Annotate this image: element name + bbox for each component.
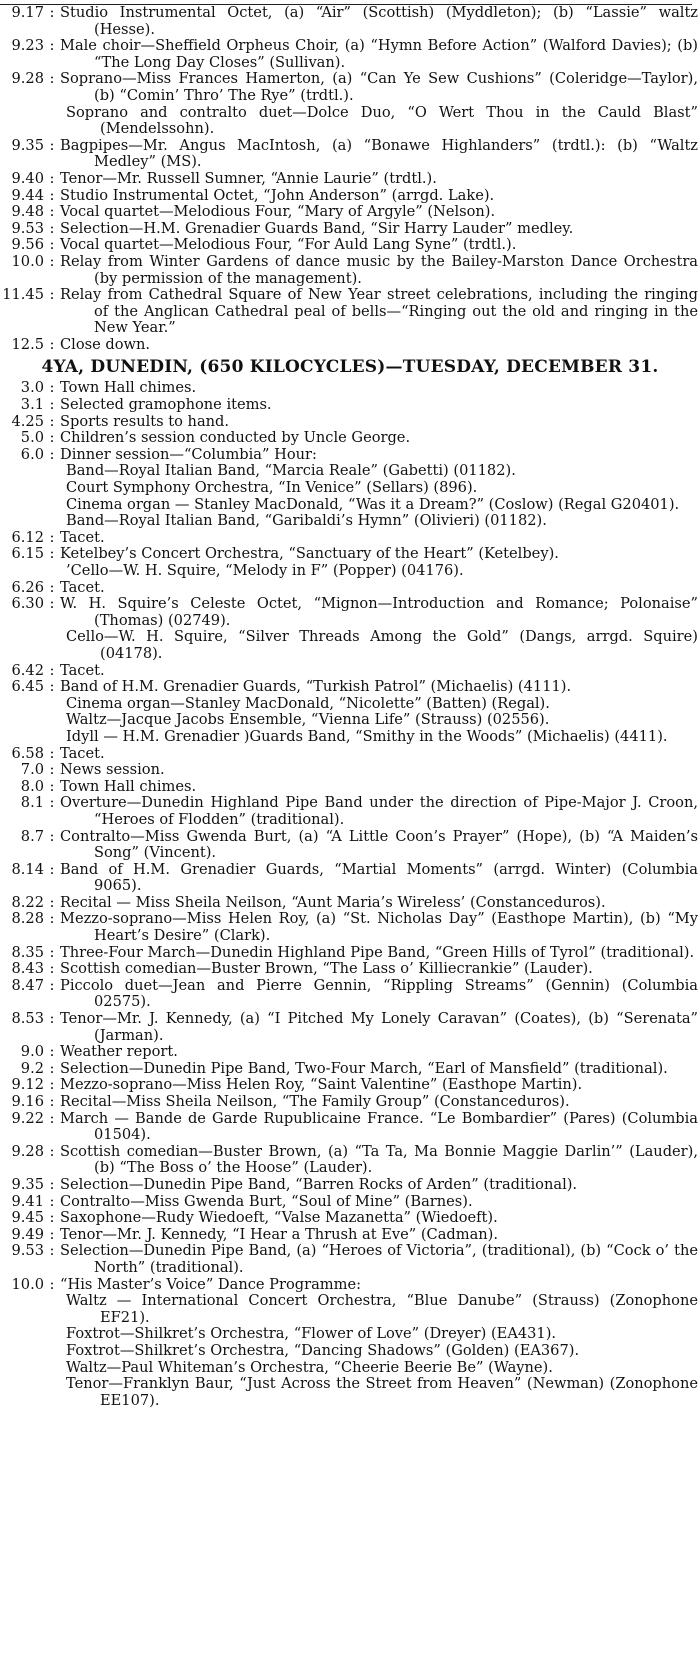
entry-text: Relay from Winter Gardens of dance music by the Bailey-Marston Dance Orchestra (by permission of the management). [60,252,698,287]
entry-time: 9.45 [11,1209,44,1227]
time-separator: : [49,429,55,447]
entry-text: Band of H.M. Grenadier Guards, “Turkish Patrol” (Michaelis) (4111). [60,678,572,696]
entry-text: Mezzo-soprano—Miss Helen Roy, (a) “St. Nicholas Day” (Easthope Martin), (b) “My Heart’s Desire” (Clark). [60,910,698,945]
time-separator: : [49,203,55,221]
time-separator: : [49,286,55,304]
entry-text: Tacet. [60,578,105,596]
programme-sub-entry [0,1343,700,1360]
programme-entry [0,762,700,779]
entry-text: News session. [60,761,165,779]
entry-time: 8.1 [20,794,44,812]
programme-entry [0,1194,700,1211]
entry-text: Selection—Dunedin Pipe Band, “Barren Rocks of Arden” (traditional). [60,1175,578,1193]
entry-text: Weather report. [60,1043,178,1061]
entry-text: ’Cello—W. H. Squire, “Melody in F” (Popper) (04176). [66,562,464,579]
entry-text: Soprano—Miss Frances Hamerton, (a) “Can Ye Sew Cushions” (Coleridge—Taylor), (b) “Comin’ Thro’ The Rye” (trdtl.). [60,70,698,104]
entry-time: 9.17 [11,4,44,21]
programme-entry [0,138,700,171]
programme-entry [0,204,700,221]
entry-text: Tenor—Franklyn Baur, “Just Across the Street from Heaven” (Newman) (Zonophone EE107). [66,1375,698,1409]
entry-time: 9.0 [20,1043,44,1061]
entry-text: Selected gramophone items. [60,396,272,414]
programme-entry [0,829,700,862]
entry-text: Recital—Miss Sheila Neilson, “The Family Group” (Constanceduros). [60,1093,570,1110]
programme-entry [0,795,700,828]
programme-sub-entry [0,629,700,662]
programme-entry [0,961,700,978]
entry-text: Cinema organ — Stanley MacDonald, “Was it a Dream?” (Coslow) (Regal G20401). [66,495,680,513]
programme-entry [0,1210,700,1227]
entry-text: Relay from Cathedral Square of New Year street celebrations, including the ringing of the Anglican Cathedral peal of bells—“Ringing out the old and ringing in the New Year.” [60,286,698,337]
entry-text: Piccolo duet—Jean and Pierre Gennin, “Rippling Streams” (Gennin) (Columbia 02575). [60,976,698,1011]
programme-entry [0,1077,700,1094]
programme-entry [0,1227,700,1244]
programme-entry [0,1277,700,1294]
entry-time: 9.28 [11,70,44,88]
programme-entry [0,221,700,238]
entry-time: 9.44 [11,186,44,204]
entry-text: Selection—H.M. Grenadier Guards Band, “Sir Harry Lauder” medley. [60,219,574,237]
programme-entry [0,5,700,38]
entry-time: 9.49 [11,1225,44,1243]
entry-time: 9.35 [11,136,44,154]
time-separator: : [49,1076,55,1094]
time-separator: : [49,1225,55,1243]
time-separator: : [49,1109,55,1127]
time-separator: : [49,219,55,237]
programme-entry [0,1144,700,1177]
time-separator: : [49,1192,55,1210]
programme-entry [0,1094,700,1111]
programme-entry [0,1177,700,1194]
programme-entry [0,679,700,696]
programme-entry [0,38,700,71]
entry-text: Saxophone—Rudy Wiedoeft, “Valse Mazanetta” (Wiedoeft). [60,1209,498,1227]
programme-entry [0,337,700,354]
time-separator: : [49,445,55,463]
time-separator: : [49,252,55,270]
time-separator: : [49,1010,55,1028]
entry-time: 9.22 [11,1109,44,1127]
time-separator: : [49,1059,55,1077]
programme-entry [0,397,700,414]
entry-time: 9.53 [11,1242,44,1260]
entry-time: 9.48 [11,203,44,221]
time-separator: : [49,1242,55,1260]
entry-time: 9.41 [11,1192,44,1210]
entry-text: Idyll — H.M. Grenadier )Guards Band, “Smithy in the Woods” (Michaelis) (4411). [66,727,668,745]
entry-time: 9.23 [11,37,44,55]
programme-sub-entry [0,513,700,530]
programme-sub-entry [0,1360,700,1377]
time-separator: : [49,396,55,414]
programme-entry [0,1011,700,1044]
programme-sub-entry [0,463,700,480]
entry-text: Selection—Dunedin Pipe Band, (a) “Heroes of Victoria”, (traditional), (b) “Cock o’ the North” (traditional). [60,1242,698,1276]
time-separator: : [49,943,55,961]
entry-time: 8.53 [11,1010,44,1028]
entry-text: Town Hall chimes. [60,777,197,795]
programme-entry [0,746,700,763]
programme-sub-entry [0,712,700,729]
entry-time: 8.47 [11,976,44,994]
entry-text: Studio Instrumental Octet, (a) “Air” (Scottish) (Myddleton); (b) “Lassie” waltz (Hesse). [60,4,698,38]
entry-time: 12.5 [11,335,44,353]
entry-time: 8.0 [20,777,44,795]
time-separator: : [49,70,55,88]
entry-time: 6.0 [20,445,44,463]
entry-text: Dinner session—“Columbia” Hour: [60,445,317,463]
programme-entry [0,287,700,337]
entry-text: March — Bande de Garde Rupublicaine France. “Le Bombardier” (Pares) (Columbia 01504). [60,1109,698,1144]
programme-entry [0,447,700,464]
time-separator: : [49,595,55,613]
time-separator: : [49,827,55,845]
entry-time: 7.0 [20,761,44,779]
entry-time: 3.0 [20,379,44,397]
entry-time: 8.28 [11,910,44,928]
entry-time: 10.0 [11,252,44,270]
programme-entry [0,546,700,563]
entry-text: Foxtrot—Shilkret’s Orchestra, “Flower of Love” (Dreyer) (EA431). [66,1325,557,1343]
programme-entry [0,188,700,205]
time-separator: : [49,860,55,878]
programme-sub-entry [0,696,700,713]
time-separator: : [49,1093,55,1110]
time-separator: : [49,545,55,563]
entry-time: 11.45 [2,286,44,304]
entry-time: 9.12 [11,1076,44,1094]
entry-time: 6.15 [11,545,44,563]
entry-time: 10.0 [11,1275,44,1293]
time-separator: : [49,661,55,679]
time-separator: : [49,528,55,546]
entry-text: Three-Four March—Dunedin Highland Pipe Band, “Green Hills of Tyrol” (traditional). [60,943,695,961]
entry-text: W. H. Squire’s Celeste Octet, “Mignon—Introduction and Romance; Polonaise” (Thomas) (02749). [60,595,698,629]
programme-sub-entry [0,480,700,497]
programme-entry [0,237,700,254]
time-separator: : [49,4,55,21]
entry-time: 9.56 [11,236,44,254]
entry-text: Waltz — International Concert Orchestra, “Blue Danube” (Strauss) (Zonophone EF21). [66,1292,698,1326]
programme-sub-entry [0,563,700,580]
entry-text: Tacet. [60,744,105,762]
programme-sub-entry [0,729,700,746]
entry-text: Vocal quartet—Melodious Four, “Mary of Argyle” (Nelson). [60,203,496,221]
time-separator: : [49,136,55,154]
entry-text: Recital — Miss Sheila Neilson, “Aunt Maria’s Wireless’ (Constanceduros). [60,893,606,911]
time-separator: : [49,893,55,911]
programme-entry [0,254,700,287]
entry-text: Waltz—Jacque Jacobs Ensemble, “Vienna Life” (Strauss) (02556). [66,711,550,729]
programme-entry [0,71,700,104]
dunedin-programme [0,380,700,1409]
entry-text: Contralto—Miss Gwenda Burt, “Soul of Mine” (Barnes). [60,1192,473,1210]
entry-text: Scottish comedian—Buster Brown, “The Lass o’ Killiecrankie” (Lauder). [60,960,593,978]
entry-text: Bagpipes—Mr. Angus MacIntosh, (a) “Bonawe Highlanders” (trdtl.): (b) “Waltz Medley” (MS). [60,136,698,171]
time-separator: : [49,379,55,397]
programme-entry [0,895,700,912]
programme-entry [0,945,700,962]
entry-time: 9.35 [11,1175,44,1193]
programme-entry [0,911,700,944]
entry-text: Mezzo-soprano—Miss Helen Roy, “Saint Valentine” (Easthope Martin). [60,1076,583,1094]
entry-time: 3.1 [20,396,44,414]
entry-text: Tenor—Mr. Russell Sumner, “Annie Laurie” (trdtl.). [60,169,437,187]
entry-text: Vocal quartet—Melodious Four, “For Auld Lang Syne” (trdtl.). [60,236,517,254]
time-separator: : [49,1142,55,1160]
time-separator: : [49,976,55,994]
entry-time: 6.30 [11,595,44,613]
programme-sub-entry [0,1376,700,1409]
time-separator: : [49,1209,55,1227]
time-separator: : [49,1175,55,1193]
entry-text: Selection—Dunedin Pipe Band, Two-Four March, “Earl of Mansfield” (traditional). [60,1059,668,1077]
programme-entry [0,171,700,188]
time-separator: : [49,169,55,187]
entry-time: 4.25 [11,412,44,430]
previous-station-programme [0,5,700,353]
entry-text: Band of H.M. Grenadier Guards, “Martial Moments” (arrgd. Winter) (Columbia 9065). [60,860,698,895]
time-separator: : [49,1275,55,1293]
time-separator: : [49,37,55,55]
entry-text: Overture—Dunedin Highland Pipe Band under the direction of Pipe-Major J. Croon, “Heroes of Flodden” (traditional). [60,794,698,828]
entry-time: 6.12 [11,528,44,546]
programme-entry [0,414,700,431]
entry-text: Cello—W. H. Squire, “Silver Threads Among the Gold” (Dangs, arrgd. Squire) (04178). [66,628,698,662]
station-header: 4YA, DUNEDIN, (650 KILOCYCLES)—TUESDAY, DECEMBER 31. [41,357,659,378]
entry-time: 8.35 [11,943,44,961]
programme-sub-entry [0,1326,700,1343]
entry-text: Cinema organ—Stanley MacDonald, “Nicolette” (Batten) (Regal). [66,694,550,712]
entry-text: Sports results to hand. [60,412,230,430]
entry-time: 6.45 [11,678,44,696]
entry-text: Band—Royal Italian Band, “Marcia Reale” (Gabetti) (01182). [66,462,516,480]
programme-entry [0,430,700,447]
entry-text: Studio Instrumental Octet, “John Anderson” (arrgd. Lake). [60,186,495,204]
entry-time: 9.28 [11,1142,44,1160]
programme-entry [0,580,700,597]
time-separator: : [49,960,55,978]
entry-text: Scottish comedian—Buster Brown, (a) “Ta Ta, Ma Bonnie Maggie Darlin’” (Lauder), (b) “The Boss o’ the Hoose” (Lauder). [60,1142,698,1177]
programme-entry [0,978,700,1011]
entry-text: Tacet. [60,661,105,679]
entry-text: Close down. [60,335,151,353]
time-separator: : [49,1043,55,1061]
entry-text: Male choir—Sheffield Orpheus Choir, (a) “Hymn Before Action” (Walford Davies); (b) “The Long Day Closes” (Sullivan). [60,37,698,71]
entry-time: 6.58 [11,744,44,762]
entry-text: Ketelbey’s Concert Orchestra, “Sanctuary of the Heart” (Ketelbey). [60,545,559,563]
entry-text: Waltz—Paul Whiteman’s Orchestra, “Cheerie Beerie Be” (Wayne). [66,1358,553,1376]
programme-sub-entry [0,1293,700,1326]
programme-entry [0,380,700,397]
programme-entry [0,1061,700,1078]
programme-sub-entry [0,105,700,138]
entry-time: 9.2 [20,1059,44,1077]
entry-time: 9.53 [11,219,44,237]
time-separator: : [49,910,55,928]
programme-entry [0,596,700,629]
time-separator: : [49,578,55,596]
time-separator: : [49,794,55,812]
entry-text: Foxtrot—Shilkret’s Orchestra, “Dancing Shadows” (Golden) (EA367). [66,1341,580,1359]
entry-text: Soprano and contralto duet—Dolce Duo, “O Wert Thou in the Cauld Blast” (Mendelssohn). [66,103,698,138]
entry-text: Tenor—Mr. J. Kennedy, “I Hear a Thrush at Eve” (Cadman). [60,1225,499,1243]
programme-entry [0,663,700,680]
entry-text: Tenor—Mr. J. Kennedy, (a) “I Pitched My Lonely Caravan” (Coates), (b) “Serenata” (Jarman). [60,1010,698,1044]
entry-time: 8.22 [11,893,44,911]
entry-time: 8.43 [11,960,44,978]
entry-text: Contralto—Miss Gwenda Burt, (a) “A Little Coon’s Prayer” (Hope), (b) “A Maiden’s Song” (Vincent). [60,827,698,862]
entry-time: 5.0 [20,429,44,447]
entry-text: Children’s session conducted by Uncle George. [60,429,411,447]
time-separator: : [49,236,55,254]
programme-entry [0,779,700,796]
time-separator: : [49,777,55,795]
entry-time: 8.7 [20,827,44,845]
programme-entry [0,862,700,895]
programme-entry [0,1044,700,1061]
programme-sub-entry [0,497,700,514]
programme-entry [0,1243,700,1276]
time-separator: : [49,186,55,204]
time-separator: : [49,761,55,779]
time-separator: : [49,744,55,762]
entry-text: “His Master’s Voice” Dance Programme: [60,1275,362,1293]
time-separator: : [49,412,55,430]
programme-entry [0,530,700,547]
entry-time: 9.16 [11,1093,44,1110]
entry-time: 6.26 [11,578,44,596]
programme-entry [0,1111,700,1144]
entry-text: Tacet. [60,528,105,546]
entry-text: Court Symphony Orchestra, “In Venice” (Sellars) (896). [66,479,478,497]
entry-text: Town Hall chimes. [60,379,197,397]
entry-text: Band—Royal Italian Band, “Garibaldi’s Hymn” (Olivieri) (01182). [66,512,547,530]
entry-time: 8.14 [11,860,44,878]
time-separator: : [49,678,55,696]
entry-time: 6.42 [11,661,44,679]
time-separator: : [49,335,55,353]
entry-time: 9.40 [11,169,44,187]
